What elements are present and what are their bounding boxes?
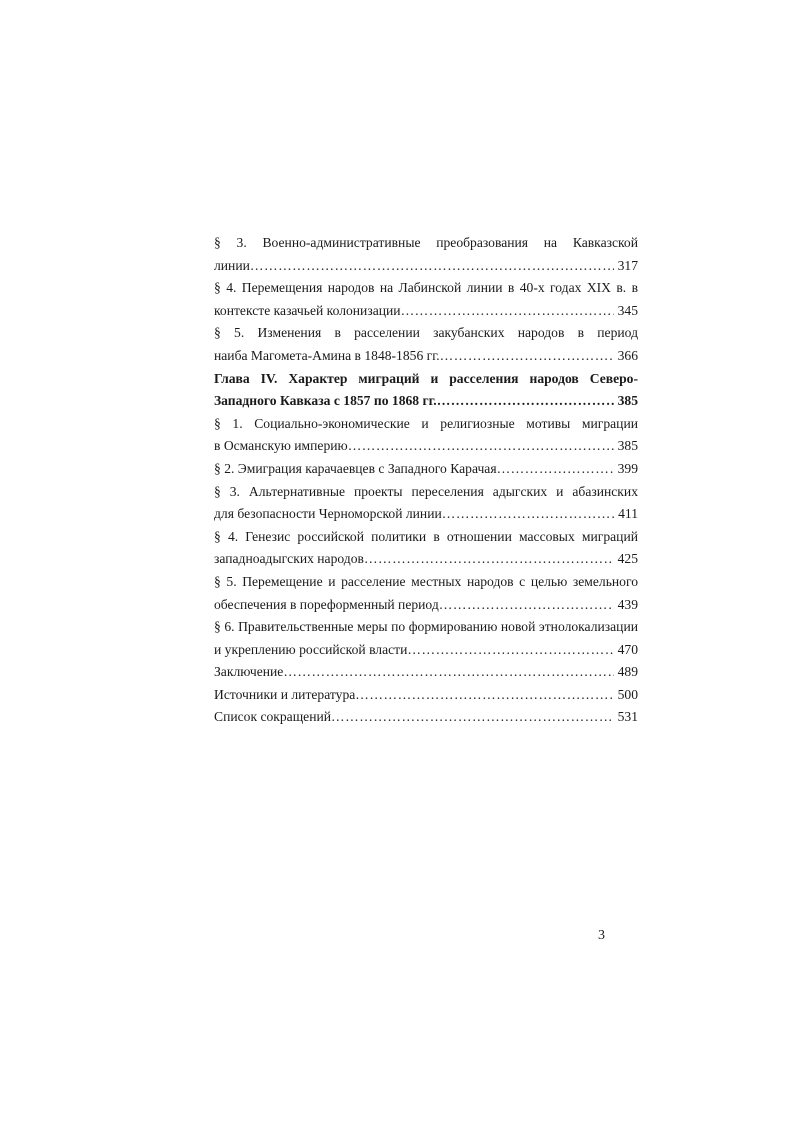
toc-entry-title: § 4. Перемещения народов на Лабинской линии в 40-х годах XIX в. в	[214, 280, 638, 296]
toc-entry[interactable]	[214, 661, 638, 684]
toc-entry-title: § 4. Генезис российской политики в отношении массовых миграций	[214, 528, 638, 544]
dot-leader	[250, 255, 614, 278]
toc-entry-leader-line	[214, 458, 638, 481]
toc-entry[interactable]	[214, 616, 638, 661]
toc-entry-title: § 1. Социально-экономические и религиозные мотивы миграции	[214, 415, 638, 431]
toc-entry-title: § 5. Перемещение и расселение местных народов с целью земельного	[214, 573, 638, 589]
toc-entry-page: 500	[617, 686, 638, 702]
toc-entry[interactable]	[214, 526, 638, 571]
page-number: 3	[598, 928, 605, 943]
dot-leader	[442, 503, 614, 526]
dot-leader	[439, 594, 614, 617]
toc-entry-leader-line	[214, 345, 638, 368]
toc-entry-leader-line	[214, 390, 638, 413]
toc-entry-leader-line	[214, 255, 638, 278]
dot-leader	[437, 390, 614, 413]
toc-entry-title-end: западноадыгских народов	[214, 551, 364, 567]
toc-entry-title-end: обеспечения в пореформенный период	[214, 596, 439, 612]
toc-entry-page: 385	[617, 393, 638, 409]
dot-leader	[355, 684, 613, 707]
toc-entry[interactable]	[214, 277, 638, 322]
toc-entry-title-end: и укреплению российской власти	[214, 641, 408, 657]
toc-entry-page: 411	[618, 506, 638, 522]
toc-entry-title-end: в Османскую империю	[214, 438, 348, 454]
toc-entry[interactable]	[214, 481, 638, 526]
toc-entry-title-end: контексте казачьей колонизации	[214, 302, 401, 318]
dot-leader	[331, 706, 614, 729]
toc-entry-title-end: Список сокращений	[214, 709, 332, 725]
dot-leader	[497, 458, 614, 481]
toc-entry[interactable]	[214, 322, 638, 367]
toc-entry-page: 439	[617, 596, 638, 612]
toc-entry-leader-line	[214, 548, 638, 571]
toc-entry-leader-line	[214, 300, 638, 323]
table-of-contents	[214, 232, 638, 729]
toc-entry-page: 470	[617, 641, 638, 657]
toc-entry-leader-line	[214, 435, 638, 458]
toc-entry-page: 366	[617, 347, 638, 363]
dot-leader	[407, 639, 613, 662]
dot-leader	[348, 435, 614, 458]
toc-entry-title-end: § 2. Эмиграция карачаевцев с Западного Карачая	[214, 460, 497, 476]
toc-entry[interactable]	[214, 413, 638, 458]
dot-leader	[401, 300, 614, 323]
toc-entry-title-end: Источники и литература	[214, 686, 356, 702]
toc-entry-title-end: наиба Магомета-Амина в 1848-1856 гг.	[214, 347, 440, 363]
toc-entry-page: 531	[617, 709, 638, 725]
toc-entry-title: § 3. Военно-административные преобразования на Кавказской	[214, 235, 638, 250]
toc-entry-page: 385	[617, 438, 638, 454]
toc-entry-leader-line	[214, 503, 638, 526]
dot-leader	[364, 548, 614, 571]
toc-entry[interactable]	[214, 368, 638, 413]
toc-entry-page: 425	[617, 551, 638, 567]
toc-entry[interactable]	[214, 684, 638, 707]
toc-entry-leader-line	[214, 661, 638, 684]
toc-entry[interactable]	[214, 232, 638, 277]
toc-entry-title: § 3. Альтернативные проекты переселения адыгских и абазинских	[214, 483, 638, 499]
toc-entry-title: § 6. Правительственные меры по формированию новой этнолокализации	[214, 619, 638, 635]
toc-entry-leader-line	[214, 639, 638, 662]
toc-entry-leader-line	[214, 594, 638, 617]
toc-entry-leader-line	[214, 706, 638, 729]
toc-entry[interactable]	[214, 571, 638, 616]
toc-entry[interactable]	[214, 458, 638, 481]
toc-entry-leader-line	[214, 684, 638, 707]
toc-entry-title: § 5. Изменения в расселении закубанских народов в период	[214, 325, 638, 341]
toc-entry-title-end: Заключение	[214, 664, 284, 680]
dot-leader	[283, 661, 613, 684]
toc-entry-page: 399	[617, 460, 638, 476]
toc-entry[interactable]	[214, 706, 638, 729]
toc-entry-title-end: линии	[214, 257, 250, 273]
toc-entry-title: Глава IV. Характер миграций и расселения народов Северо-	[214, 370, 638, 386]
toc-entry-page: 317	[617, 257, 638, 273]
toc-entry-page: 345	[617, 302, 638, 318]
dot-leader	[440, 345, 614, 368]
toc-entry-title-end: для безопасности Черноморской линии	[214, 506, 442, 522]
toc-entry-page: 489	[617, 664, 638, 680]
toc-entry-title-end: Западного Кавказа с 1857 по 1868 гг.	[214, 393, 437, 409]
